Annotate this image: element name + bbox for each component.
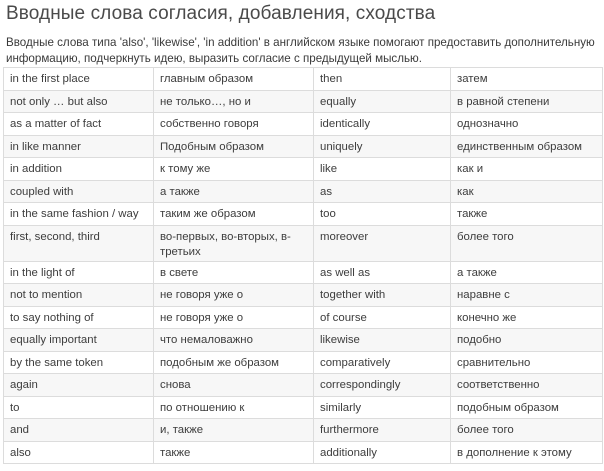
table-row [4,351,603,374]
english-phrase-cell: identically [314,113,451,136]
russian-translation-cell: и, также [154,419,314,442]
english-phrase-cell: not to mention [4,284,154,307]
english-phrase-cell: first, second, third [4,225,154,261]
russian-translation-cell: однозначно [451,113,603,136]
english-phrase-cell: equally important [4,329,154,352]
english-phrase-cell: to say nothing of [4,306,154,329]
russian-translation-cell: собственно говоря [154,113,314,136]
russian-translation-cell: подобным же образом [154,351,314,374]
russian-translation-cell: наравне с [451,284,603,307]
english-phrase-cell: coupled with [4,180,154,203]
russian-translation-cell: сравнительно [451,351,603,374]
phrases-table-body [4,68,603,464]
russian-translation-cell: подобным образом [451,396,603,419]
english-phrase-cell: also [4,441,154,464]
english-phrase-cell: as [314,180,451,203]
english-phrase-cell: furthermore [314,419,451,442]
table-row [4,441,603,464]
russian-translation-cell: таким же образом [154,203,314,226]
russian-translation-cell: не говоря уже о [154,306,314,329]
russian-translation-cell: конечно же [451,306,603,329]
phrases-table [3,67,603,464]
english-phrase-cell: not only … but also [4,90,154,113]
english-phrase-cell: correspondingly [314,374,451,397]
table-row [4,261,603,284]
english-phrase-cell: then [314,68,451,91]
english-phrase-cell: as well as [314,261,451,284]
russian-translation-cell: также [154,441,314,464]
table-row [4,419,603,442]
english-phrase-cell: too [314,203,451,226]
english-phrase-cell: in like manner [4,135,154,158]
russian-translation-cell: снова [154,374,314,397]
page-title: Вводные слова согласия, добавления, сходства [6,3,436,24]
english-phrase-cell: moreover [314,225,451,261]
table-row [4,225,603,261]
russian-translation-cell: во-первых, во-вторых, в-третьих [154,225,314,261]
english-phrase-cell: in the light of [4,261,154,284]
english-phrase-cell: similarly [314,396,451,419]
english-phrase-cell: comparatively [314,351,451,374]
russian-translation-cell: как [451,180,603,203]
russian-translation-cell: также [451,203,603,226]
russian-translation-cell: более того [451,225,603,261]
russian-translation-cell: более того [451,419,603,442]
table-row [4,306,603,329]
english-phrase-cell: again [4,374,154,397]
russian-translation-cell: в равной степени [451,90,603,113]
english-phrase-cell: together with [314,284,451,307]
english-phrase-cell: equally [314,90,451,113]
intro-paragraph: Вводные слова типа 'also', 'likewise', 'in addition' в английском языке помогают предоставить дополнительную информацию, подчеркнуть идею, выразить согласие с предыдущей мыслью. [6,36,595,65]
russian-translation-cell: к тому же [154,158,314,181]
table-row [4,68,603,91]
russian-translation-cell: единственным образом [451,135,603,158]
english-phrase-cell: uniquely [314,135,451,158]
english-phrase-cell: to [4,396,154,419]
english-phrase-cell: in addition [4,158,154,181]
russian-translation-cell: не только…, но и [154,90,314,113]
english-phrase-cell: of course [314,306,451,329]
russian-translation-cell: по отношению к [154,396,314,419]
english-phrase-cell: in the same fashion / way [4,203,154,226]
english-phrase-cell: likewise [314,329,451,352]
english-phrase-cell: in the first place [4,68,154,91]
russian-translation-cell: соответственно [451,374,603,397]
english-phrase-cell: by the same token [4,351,154,374]
table-row [4,284,603,307]
russian-translation-cell: затем [451,68,603,91]
english-phrase-cell: and [4,419,154,442]
table-row [4,135,603,158]
russian-translation-cell: как и [451,158,603,181]
table-row [4,90,603,113]
russian-translation-cell: что немаловажно [154,329,314,352]
russian-translation-cell: а также [154,180,314,203]
table-row [4,180,603,203]
table-row [4,158,603,181]
english-phrase-cell: as a matter of fact [4,113,154,136]
russian-translation-cell: а также [451,261,603,284]
table-row [4,396,603,419]
table-row [4,374,603,397]
russian-translation-cell: Подобным образом [154,135,314,158]
russian-translation-cell: подобно [451,329,603,352]
russian-translation-cell: главным образом [154,68,314,91]
english-phrase-cell: like [314,158,451,181]
table-row [4,329,603,352]
russian-translation-cell: в свете [154,261,314,284]
russian-translation-cell: в дополнение к этому [451,441,603,464]
english-phrase-cell: additionally [314,441,451,464]
table-row [4,113,603,136]
table-row [4,203,603,226]
russian-translation-cell: не говоря уже о [154,284,314,307]
